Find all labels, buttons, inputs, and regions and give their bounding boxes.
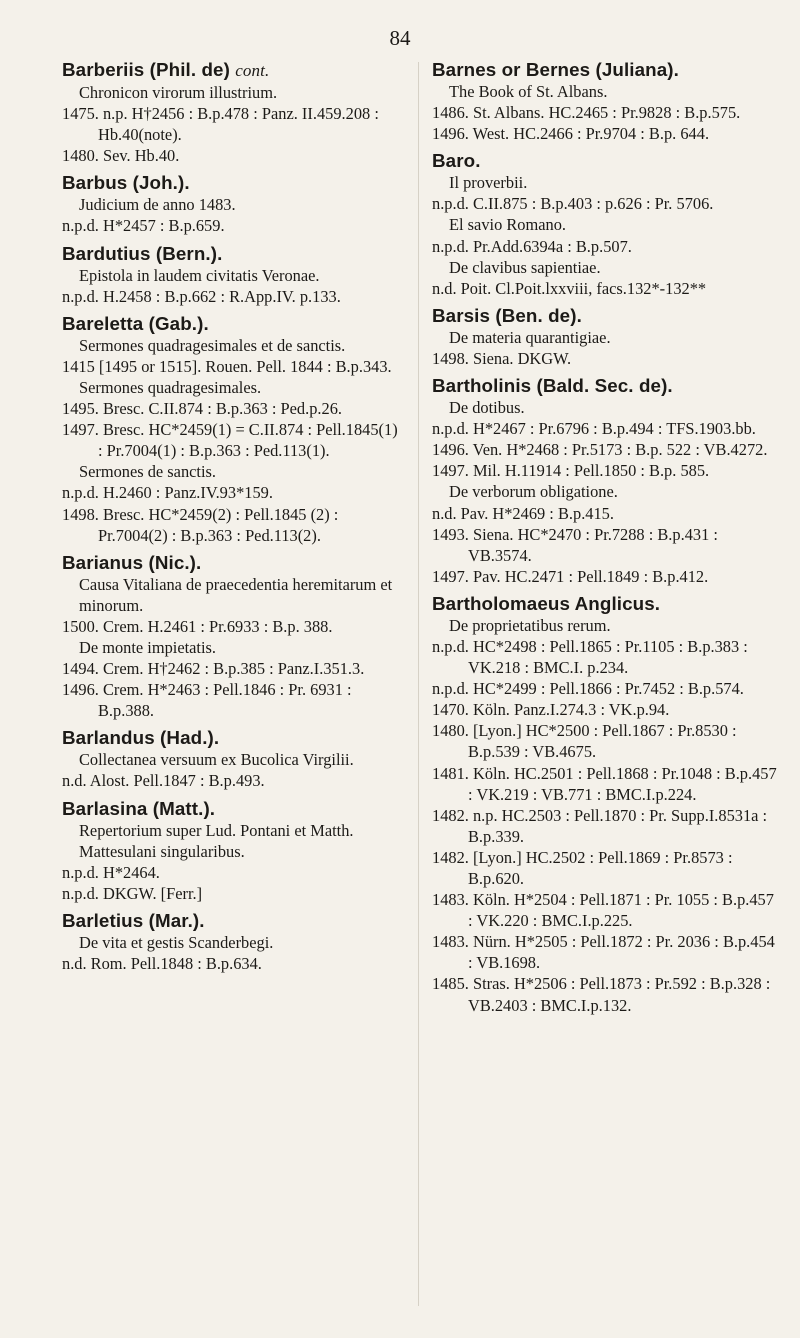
work-title xyxy=(62,377,402,398)
entry-text: El savio Romano. xyxy=(449,215,566,235)
entry-text: Causa Vitaliana de praecedentia heremitarum et minorum. xyxy=(79,574,393,615)
edition-entry xyxy=(432,566,777,587)
edition-entry xyxy=(432,102,777,123)
entry-text: 1500. Crem. H.2461 : Pr.6933 : B.p. 388. xyxy=(62,616,333,636)
edition-entry xyxy=(62,286,402,307)
entry-text: 1498. Bresc. HC*2459(2) : Pell.1845 (2) : Pr.7004(2) : B.p.363 : Ped.113(2). xyxy=(62,504,339,545)
author-heading xyxy=(432,374,777,397)
edition-entry xyxy=(432,503,777,524)
author-heading xyxy=(62,171,402,194)
entry-text: De dotibus. xyxy=(449,398,525,418)
author-heading xyxy=(62,551,402,574)
edition-entry xyxy=(432,636,777,678)
work-title xyxy=(62,637,402,658)
edition-entry xyxy=(432,763,777,805)
entry-text: De monte impietatis. xyxy=(79,637,217,657)
author-heading xyxy=(432,592,777,615)
work-title xyxy=(432,172,777,193)
work-title xyxy=(432,214,777,235)
entry-text: De clavibus sapientiae. xyxy=(449,257,601,277)
edition-entry xyxy=(62,953,402,974)
edition-entry xyxy=(62,770,402,791)
work-title xyxy=(62,335,402,356)
entry-text: 1495. Bresc. C.II.874 : B.p.363 : Ped.p.26. xyxy=(62,399,342,419)
entry-text: The Book of St. Albans. xyxy=(449,82,608,101)
entry-text: n.p.d. H.2460 : Panz.IV.93*159. xyxy=(62,483,273,503)
edition-entry xyxy=(432,931,777,973)
entry-text: Judicium de anno 1483. xyxy=(79,195,236,215)
edition-entry xyxy=(432,418,777,439)
entry-text: De proprietatibus rerum. xyxy=(449,615,611,635)
entry-text: Epistola in laudem civitatis Veronae. xyxy=(79,265,320,285)
entry-text: n.p.d. HC*2498 : Pell.1865 : Pr.1105 : B.p.383 : VK.218 : BMC.I. p.234. xyxy=(432,636,748,678)
entry-text: 1475. n.p. H†2456 : B.p.478 : Panz. II.459.208 : Hb.40(note). xyxy=(62,104,379,145)
entry-text: 1496. West. HC.2466 : Pr.9704 : B.p. 644. xyxy=(432,124,710,144)
entry-text: 1485. Stras. H*2506 : Pell.1873 : Pr.592 : B.p.328 : VB.2403 : BMC.I.p.132. xyxy=(432,974,771,1015)
entry-text: 1497. Mil. H.11914 : Pell.1850 : B.p. 585. xyxy=(432,461,710,481)
edition-entry xyxy=(62,215,402,236)
entry-text: 1497. Pav. HC.2471 : Pell.1849 : B.p.412. xyxy=(432,566,709,586)
edition-entry xyxy=(432,439,777,460)
entry-text: De materia quarantigiae. xyxy=(449,327,611,347)
entry-text: Repertorium super Lud. Pontani et Matth. Mattesulani singularibus. xyxy=(79,820,354,861)
edition-entry xyxy=(62,398,402,419)
entry-text: n.p.d. H*2457 : B.p.659. xyxy=(62,216,225,236)
entry-text: Bartholinis (Bald. Sec. de). xyxy=(432,375,673,397)
entry-text: Barbus (Joh.). xyxy=(62,172,190,194)
entry-text: 1493. Siena. HC*2470 : Pr.7288 : B.p.431 : VB.3574. xyxy=(432,524,718,565)
entry-text: Barsis (Ben. de). xyxy=(432,304,582,326)
left-column xyxy=(62,58,402,974)
author-heading xyxy=(432,58,777,81)
work-title xyxy=(62,265,402,286)
edition-entry xyxy=(62,482,402,503)
author-heading xyxy=(62,242,402,265)
entry-text: 1494. Crem. H†2462 : B.p.385 : Panz.I.351.3. xyxy=(62,659,365,679)
entry-text: Barlandus (Had.). xyxy=(62,727,220,749)
author-heading xyxy=(62,58,402,82)
entry-text: Bartholomaeus Anglicus. xyxy=(432,592,661,614)
entry-text: 1480. Sev. Hb.40. xyxy=(62,146,180,166)
entry-text: 1482. n.p. HC.2503 : Pell.1870 : Pr. Supp.I.8531a : B.p.339. xyxy=(432,805,768,846)
work-title xyxy=(432,327,777,348)
entry-text: Chronicon virorum illustrium. xyxy=(79,83,278,102)
entry-text: Sermones quadragesimales. xyxy=(79,377,262,397)
edition-entry xyxy=(432,720,777,762)
edition-entry xyxy=(432,889,777,931)
entry-text: n.p.d. Pr.Add.6394a : B.p.507. xyxy=(432,236,632,256)
work-title xyxy=(62,574,402,616)
entry-text: 1415 [1495 or 1515]. Rouen. Pell. 1844 : B.p.343. xyxy=(62,356,392,376)
author-heading xyxy=(432,304,777,327)
entry-text: 1481. Köln. HC.2501 : Pell.1868 : Pr.1048 : B.p.457 : VK.219 : VB.771 : BMC.I.p.224. xyxy=(432,763,777,804)
entry-text: n.p.d. H.2458 : B.p.662 : R.App.IV. p.133. xyxy=(62,286,341,306)
entry-text: Barletius (Mar.). xyxy=(62,909,205,931)
author-heading xyxy=(62,726,402,749)
edition-entry xyxy=(432,973,777,1015)
work-title xyxy=(62,194,402,215)
entry-text: De verborum obligatione. xyxy=(449,482,618,502)
page-number: 84 xyxy=(389,26,411,50)
entry-text: Baro. xyxy=(432,150,481,172)
entry-text: n.p.d. DKGW. [Ferr.] xyxy=(62,883,203,903)
entry-text: 1470. Köln. Panz.I.274.3 : VK.p.94. xyxy=(432,700,670,720)
entry-text: Sermones quadragesimales et de sanctis. xyxy=(79,335,346,355)
entry-text: 1497. Bresc. HC*2459(1) = C.II.874 : Pell.1845(1) : Pr.7004(1) : B.p.363 : Ped.113(1). xyxy=(62,420,398,461)
work-title xyxy=(432,481,777,502)
entry-text: Barlasina (Matt.). xyxy=(62,797,216,819)
column-rule xyxy=(418,62,419,1306)
edition-entry xyxy=(432,524,777,566)
work-title xyxy=(432,397,777,418)
entry-text: 1483. Köln. H*2504 : Pell.1871 : Pr. 1055 : B.p.457 : VK.220 : BMC.I.p.225. xyxy=(432,890,774,931)
work-title xyxy=(432,81,777,102)
entry-text: Bareletta (Gab.). xyxy=(62,312,209,334)
author-heading xyxy=(62,909,402,932)
edition-entry xyxy=(62,616,402,637)
entry-text: n.p.d. HC*2499 : Pell.1866 : Pr.7452 : B.p.574. xyxy=(432,679,744,699)
entry-text: 1498. Siena. DKGW. xyxy=(432,348,572,368)
edition-entry xyxy=(62,504,402,546)
entry-text: n.d. Rom. Pell.1848 : B.p.634. xyxy=(62,954,262,973)
work-title xyxy=(432,257,777,278)
entry-text: 1482. [Lyon.] HC.2502 : Pell.1869 : Pr.8573 : B.p.620. xyxy=(432,847,733,888)
edition-entry xyxy=(62,103,402,145)
entry-text: n.d. Pav. H*2469 : B.p.415. xyxy=(432,503,614,523)
right-column xyxy=(432,58,777,1016)
edition-entry xyxy=(62,679,402,721)
work-title xyxy=(62,932,402,953)
entry-text: n.d. Poit. Cl.Poit.lxxviii, facs.132*-132** xyxy=(432,278,707,298)
entry-text: Barnes or Bernes (Juliana). xyxy=(432,59,679,80)
entry-text: 1483. Nürn. H*2505 : Pell.1872 : Pr. 2036 : B.p.454 : VB.1698. xyxy=(432,932,775,973)
entry-text: Il proverbii. xyxy=(449,173,528,193)
continued-label: cont. xyxy=(235,61,270,80)
entry-text: 1486. St. Albans. HC.2465 : Pr.9828 : B.p.575. xyxy=(432,103,741,123)
edition-entry xyxy=(432,193,777,214)
edition-entry xyxy=(62,145,402,166)
edition-entry xyxy=(62,658,402,679)
work-title xyxy=(62,82,402,103)
author-heading xyxy=(432,149,777,172)
author-heading xyxy=(62,797,402,820)
entry-text: n.p.d. H*2467 : Pr.6796 : B.p.494 : TFS.1903.bb. xyxy=(432,419,756,439)
entry-text: Sermones de sanctis. xyxy=(79,462,217,482)
entry-text: Barianus (Nic.). xyxy=(62,551,202,573)
entry-text: n.p.d. C.II.875 : B.p.403 : p.626 : Pr. 5706. xyxy=(432,194,714,214)
edition-entry xyxy=(432,847,777,889)
edition-entry xyxy=(432,278,777,299)
entry-text: Barberiis (Phil. de) xyxy=(62,59,230,80)
edition-entry xyxy=(432,123,777,144)
edition-entry xyxy=(432,460,777,481)
entry-text: De vita et gestis Scanderbegi. xyxy=(79,932,274,952)
author-heading xyxy=(62,312,402,335)
edition-entry xyxy=(62,419,402,461)
edition-entry xyxy=(432,348,777,369)
entry-text: 1496. Ven. H*2468 : Pr.5173 : B.p. 522 : VB.4272. xyxy=(432,440,768,460)
edition-entry xyxy=(432,699,777,720)
entry-text: 1480. [Lyon.] HC*2500 : Pell.1867 : Pr.8530 : B.p.539 : VB.4675. xyxy=(432,721,737,762)
entry-text: Collectanea versuum ex Bucolica Virgilii. xyxy=(79,750,354,770)
entry-text: 1496. Crem. H*2463 : Pell.1846 : Pr. 6931 : B.p.388. xyxy=(62,680,352,721)
work-title xyxy=(62,461,402,482)
edition-entry xyxy=(432,678,777,699)
entry-text: n.d. Alost. Pell.1847 : B.p.493. xyxy=(62,771,265,791)
entry-text: Bardutius (Bern.). xyxy=(62,242,223,264)
work-title xyxy=(432,615,777,636)
edition-entry xyxy=(62,862,402,883)
edition-entry xyxy=(432,805,777,847)
edition-entry xyxy=(432,236,777,257)
work-title xyxy=(62,749,402,770)
edition-entry xyxy=(62,883,402,904)
entry-text: n.p.d. H*2464. xyxy=(62,862,160,882)
edition-entry xyxy=(62,356,402,377)
work-title xyxy=(62,820,402,862)
